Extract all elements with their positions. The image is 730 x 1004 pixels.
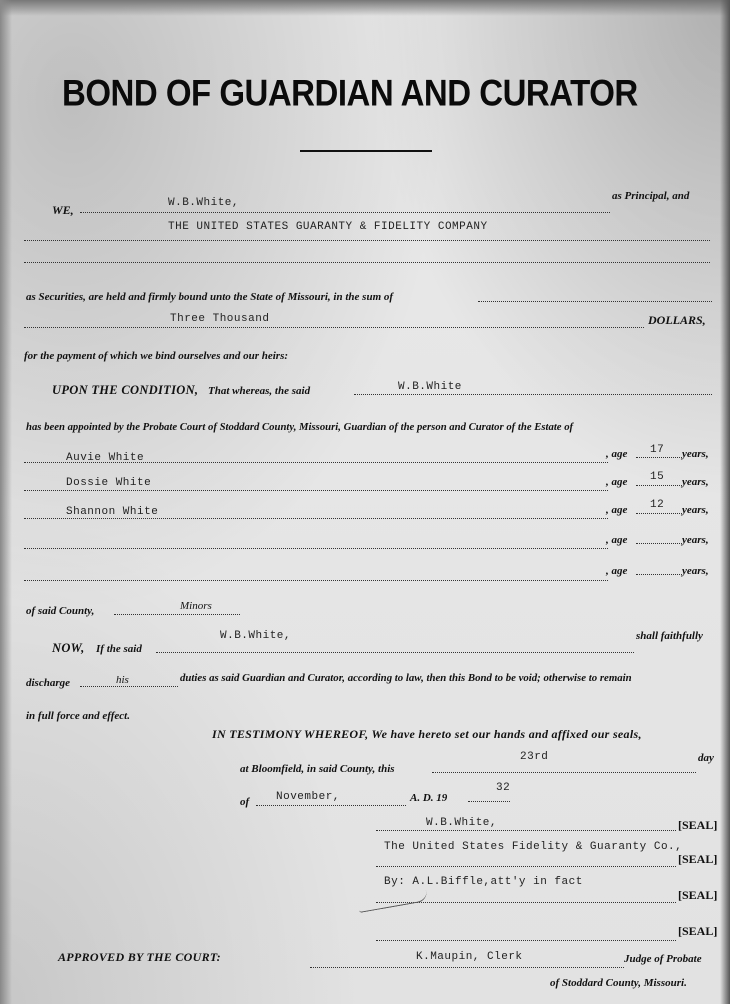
signature-text: By: A.L.Biffle,att'y in fact bbox=[384, 876, 583, 888]
years-label: years, bbox=[682, 476, 709, 488]
day-line bbox=[432, 772, 696, 773]
years-label: years, bbox=[682, 534, 709, 546]
sum-line bbox=[478, 301, 712, 302]
principal-suffix: as Principal, and bbox=[612, 190, 690, 202]
signature-line bbox=[376, 940, 676, 941]
county-value: Minors bbox=[180, 600, 212, 612]
discharge-pronoun: his bbox=[116, 674, 129, 686]
appointed-text: has been appointed by the Probate Court of Stoddard County, Missouri, Guardian of the person and Curator of the Estate of bbox=[26, 421, 574, 433]
years-label: years, bbox=[682, 565, 709, 577]
year-value: 32 bbox=[496, 782, 511, 794]
approval-label: APPROVED BY THE COURT: bbox=[58, 950, 221, 964]
ward-name-line bbox=[24, 490, 608, 491]
approval-county: of Stoddard County, Missouri. bbox=[550, 977, 687, 989]
day-value: 23rd bbox=[520, 751, 549, 763]
dollars-label: DOLLARS, bbox=[648, 313, 706, 327]
ward-age: 15 bbox=[650, 471, 665, 483]
now-text: If the said bbox=[96, 643, 142, 655]
condition-name: W.B.White bbox=[398, 381, 462, 393]
seal-label: [SEAL] bbox=[678, 888, 718, 902]
title-underline bbox=[300, 150, 432, 152]
signature-line bbox=[376, 866, 676, 867]
age-label: , age bbox=[606, 448, 628, 460]
seal-label: [SEAL] bbox=[678, 924, 718, 938]
age-line bbox=[636, 513, 682, 514]
age-label: , age bbox=[606, 476, 628, 488]
discharge-prefix: discharge bbox=[26, 677, 70, 689]
month-value: November, bbox=[276, 791, 340, 803]
years-label: years, bbox=[682, 448, 709, 460]
county-label: of said County, bbox=[26, 605, 95, 617]
discharge-end: in full force and effect. bbox=[26, 710, 130, 722]
ward-name: Shannon White bbox=[66, 506, 159, 518]
principal-line bbox=[80, 212, 610, 213]
year-line bbox=[468, 801, 510, 802]
signature-line bbox=[376, 830, 676, 831]
testimony-place: at Bloomfield, in said County, this bbox=[240, 763, 395, 775]
signature-text: W.B.White, bbox=[426, 817, 498, 829]
age-label: , age bbox=[606, 565, 628, 577]
securities-text: as Securities, are held and firmly bound unto the State of Missouri, in the sum of bbox=[26, 291, 394, 303]
now-name-line bbox=[156, 652, 634, 653]
age-label: , age bbox=[606, 534, 628, 546]
principal-name: W.B.White, bbox=[168, 197, 240, 209]
amount-line bbox=[24, 327, 644, 328]
ward-name-line bbox=[24, 548, 608, 549]
pronoun-line bbox=[80, 686, 178, 687]
condition-name-line bbox=[354, 394, 712, 395]
age-line bbox=[636, 574, 682, 575]
approval-judge: Judge of Probate bbox=[624, 953, 702, 965]
testimony-text: IN TESTIMONY WHEREOF, We have hereto set our hands and affixed our seals, bbox=[212, 727, 642, 741]
age-label: , age bbox=[606, 504, 628, 516]
payment-text: for the payment of which we bind ourselves and our heirs: bbox=[24, 350, 289, 362]
age-line bbox=[636, 457, 682, 458]
ward-age: 17 bbox=[650, 444, 665, 456]
discharge-text: duties as said Guardian and Curator, according to law, then this Bond to be void; otherwise to remain bbox=[180, 672, 632, 684]
signature-text: The United States Fidelity & Guaranty Co., bbox=[384, 841, 683, 853]
month-line bbox=[256, 805, 406, 806]
scan-edge-top bbox=[0, 0, 730, 16]
condition-text: That whereas, the said bbox=[208, 385, 311, 397]
of-label: of bbox=[240, 796, 250, 808]
ward-name-line bbox=[24, 580, 608, 581]
signature-line bbox=[376, 902, 676, 903]
now-lead: NOW, bbox=[52, 641, 85, 655]
county-line bbox=[114, 614, 240, 615]
approval-line bbox=[310, 967, 624, 968]
blank-line-1 bbox=[24, 262, 710, 263]
seal-label: [SEAL] bbox=[678, 852, 718, 866]
scan-edge-left bbox=[0, 0, 12, 1004]
we-label: WE, bbox=[52, 203, 74, 217]
day-label: day bbox=[698, 752, 714, 764]
approval-signer: K.Maupin, Clerk bbox=[416, 951, 523, 963]
amount-value: Three Thousand bbox=[170, 313, 270, 325]
age-line bbox=[636, 543, 682, 544]
seal-label: [SEAL] bbox=[678, 818, 718, 832]
ward-name: Auvie White bbox=[66, 452, 145, 464]
handwritten-signature bbox=[358, 890, 429, 913]
now-name: W.B.White, bbox=[220, 630, 292, 642]
document-title: BOND OF GUARDIAN AND CURATOR bbox=[62, 72, 638, 114]
condition-lead: UPON THE CONDITION, bbox=[52, 383, 199, 397]
ward-name-line bbox=[24, 518, 608, 519]
now-suffix: shall faithfully bbox=[636, 630, 703, 642]
ward-name: Dossie White bbox=[66, 477, 152, 489]
ad-label: A. D. 19 bbox=[410, 792, 448, 804]
years-label: years, bbox=[682, 504, 709, 516]
surety-line bbox=[24, 240, 710, 241]
surety-name: THE UNITED STATES GUARANTY & FIDELITY COMPANY bbox=[168, 221, 488, 233]
ward-age: 12 bbox=[650, 499, 665, 511]
age-line bbox=[636, 485, 682, 486]
scan-edge-right bbox=[720, 0, 730, 1004]
